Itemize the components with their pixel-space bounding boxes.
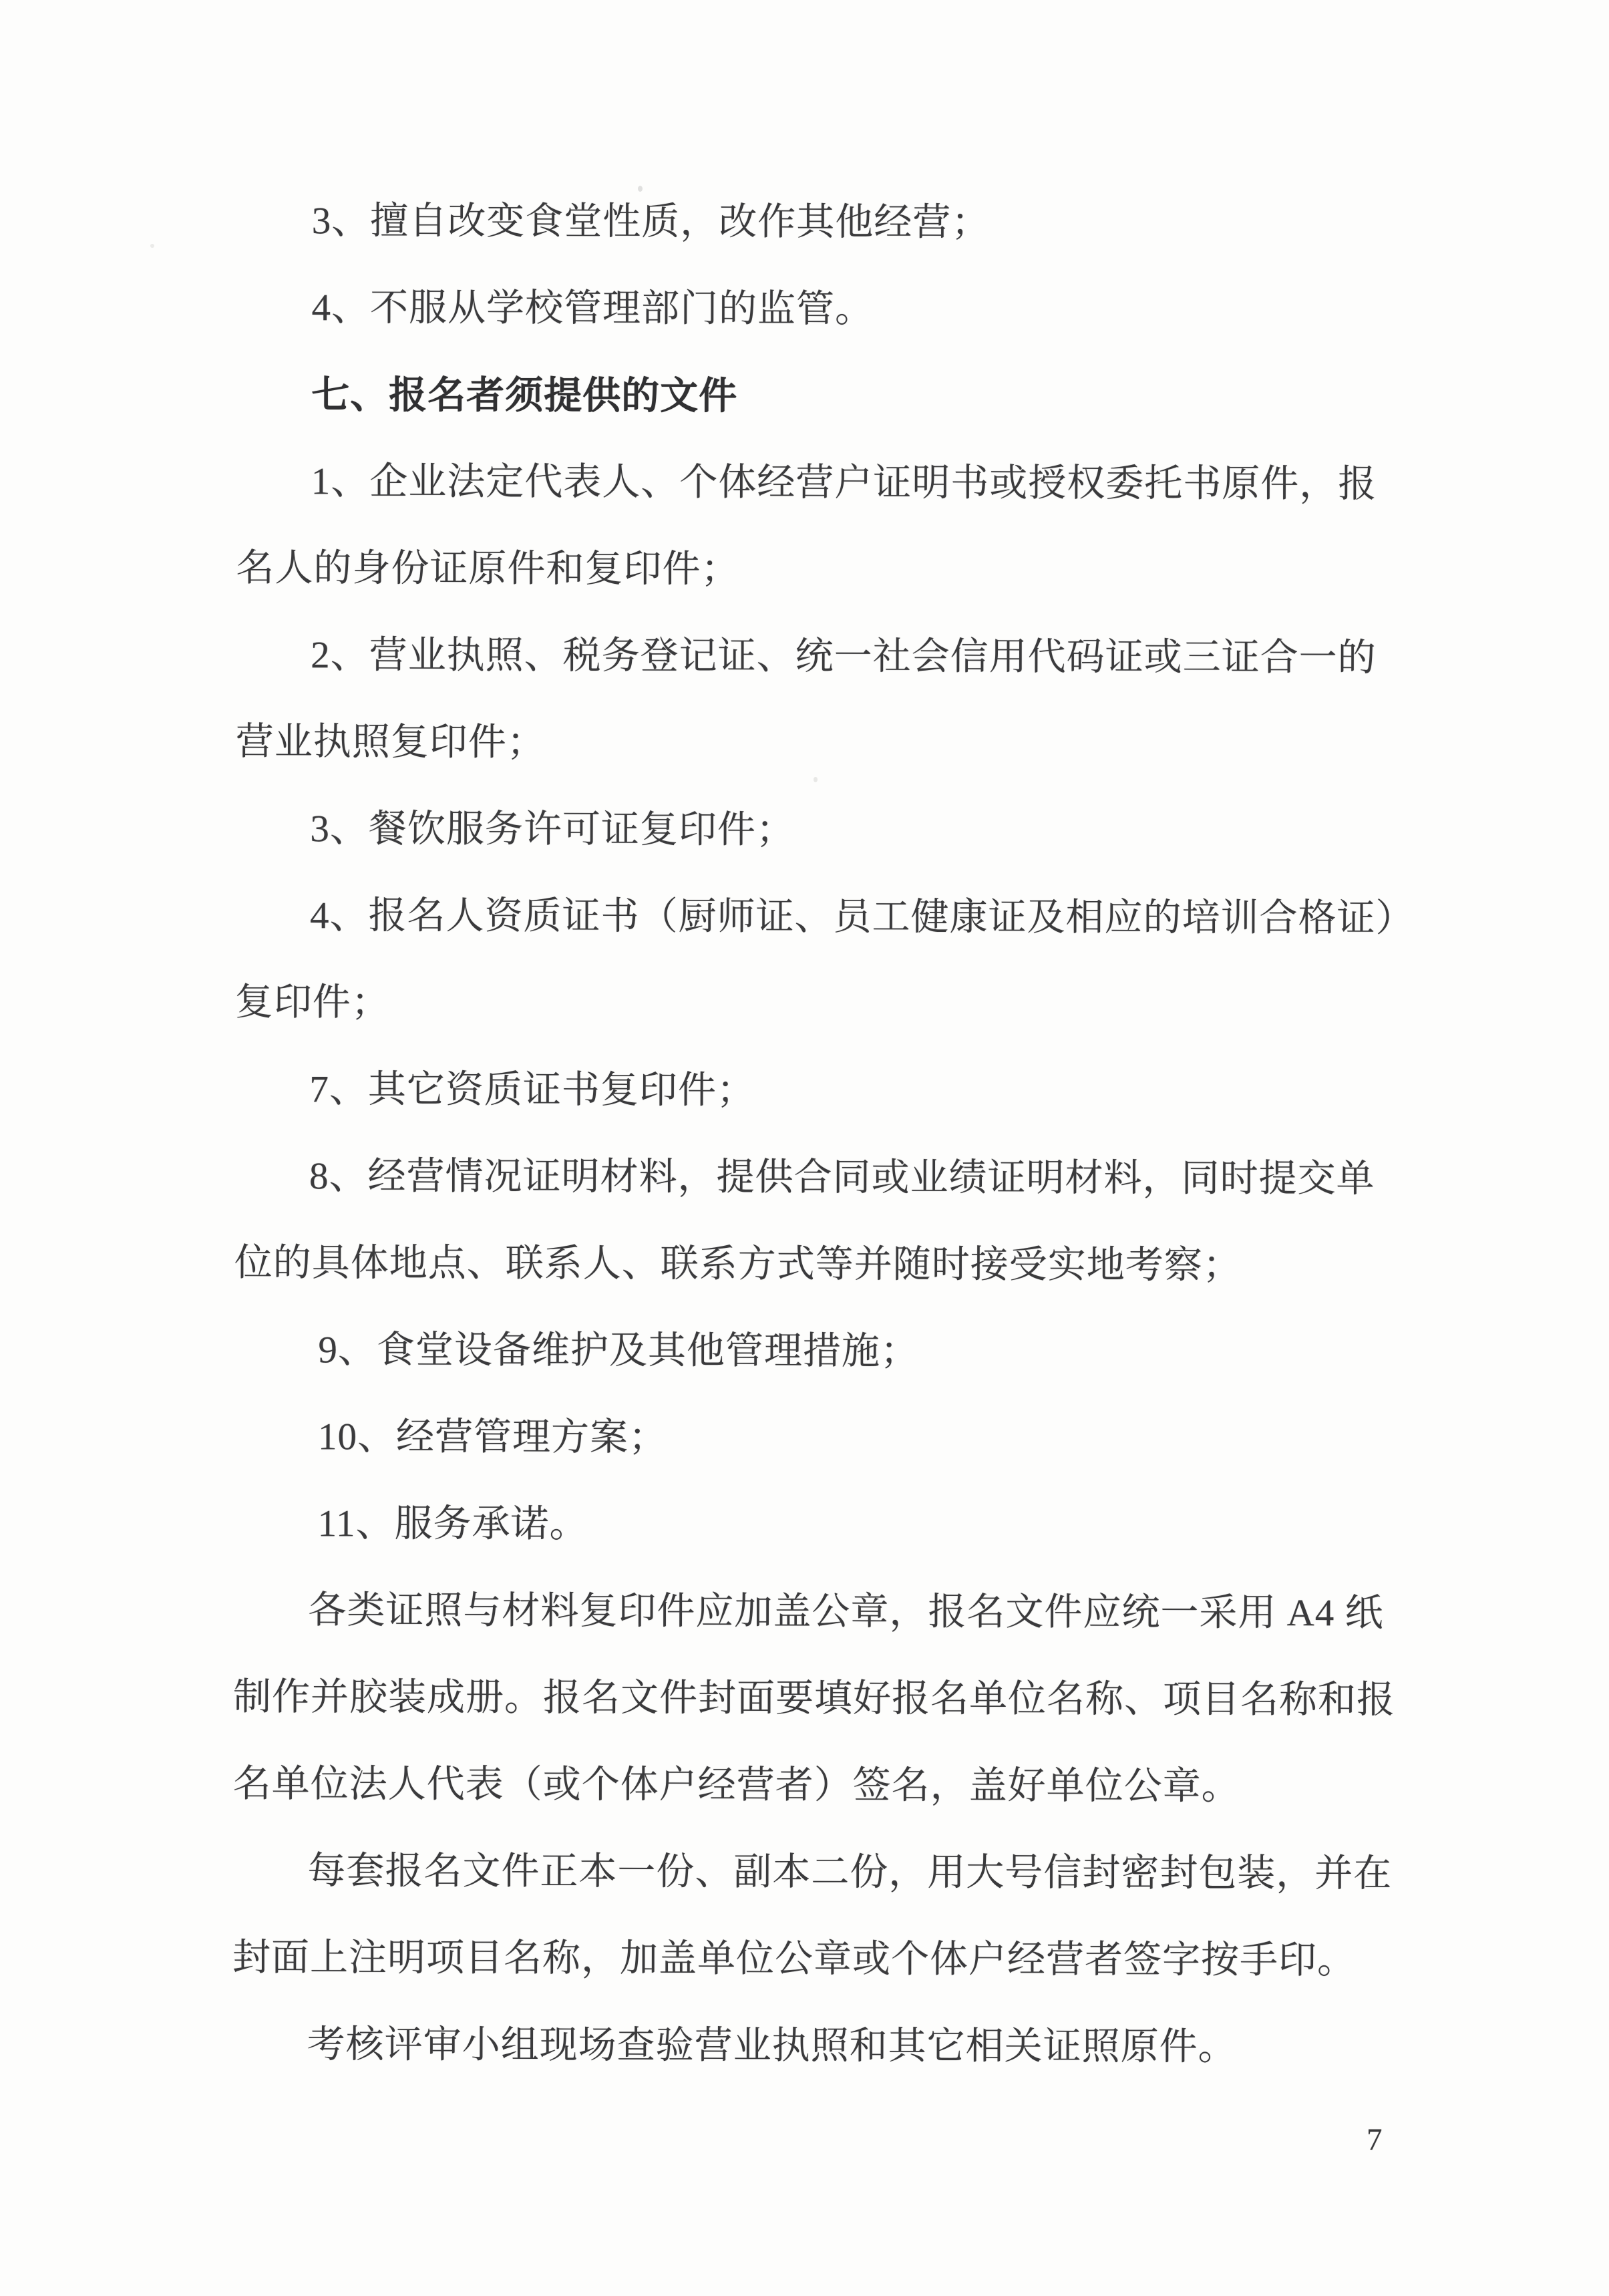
text-line: 名单位法人代表（或个体户经营者）签名，盖好单位公章。 [232, 1762, 1240, 1808]
text-line: 11、服务承诺。 [317, 1502, 588, 1546]
document-body [232, 178, 1419, 2092]
text-line: 位的具体地点、联系人、联系方式等并随时接受实地考察； [234, 1241, 1242, 1287]
text-line: 营业执照复印件； [235, 720, 546, 764]
scan-speck [150, 244, 154, 248]
text-line: 10、经营管理方案； [317, 1416, 668, 1459]
section-heading: 七、报名者须提供的文件 [311, 373, 738, 418]
text-line: 8、经营情况证明材料，提供合同或业绩证明材料，同时提交单 [309, 1155, 1375, 1200]
text-line: 2、营业执照、税务登记证、统一社会信用代码证或三证合一的 [311, 634, 1377, 679]
text-line: 9、食堂设备维护及其他管理措施； [318, 1329, 919, 1373]
text-line: 4、报名人资质证书（厨师证、员工健康证及相应的培训合格证） [310, 894, 1415, 940]
scan-speck [638, 186, 643, 192]
page-number: 7 [1367, 2122, 1383, 2157]
text-line: 4、不服从学校管理部门的监管。 [311, 287, 874, 331]
text-line: 每套报名文件正本一份、副本二份，用大号信封密封包装，并在 [307, 1850, 1393, 1895]
text-line: 1、企业法定代表人、个体经营户证明书或授权委托书原件，报 [311, 460, 1377, 506]
text-line: 各类证照与材料复印件应加盖公章，报名文件应统一采用 A4 纸 [308, 1589, 1384, 1635]
text-line: 3、餐饮服务许可证复印件； [310, 808, 795, 852]
text-line: 制作并胶装成册。报名文件封面要填好报名单位名称、项目名称和报 [232, 1675, 1396, 1721]
text-line: 复印件； [234, 981, 390, 1024]
text-line: 封面上注明项目名称，加盖单位公章或个体户经营者签字按手印。 [232, 1936, 1357, 1982]
text-line: 名人的身份证原件和复印件； [236, 546, 740, 591]
text-line: 7、其它资质证书复印件； [309, 1068, 756, 1112]
text-line: 3、擅自改变食堂性质，改作其他经营； [311, 200, 991, 244]
scan-speck [814, 777, 818, 782]
text-line: 考核评审小组现场查验营业执照和其它相关证照原件。 [307, 2023, 1237, 2068]
